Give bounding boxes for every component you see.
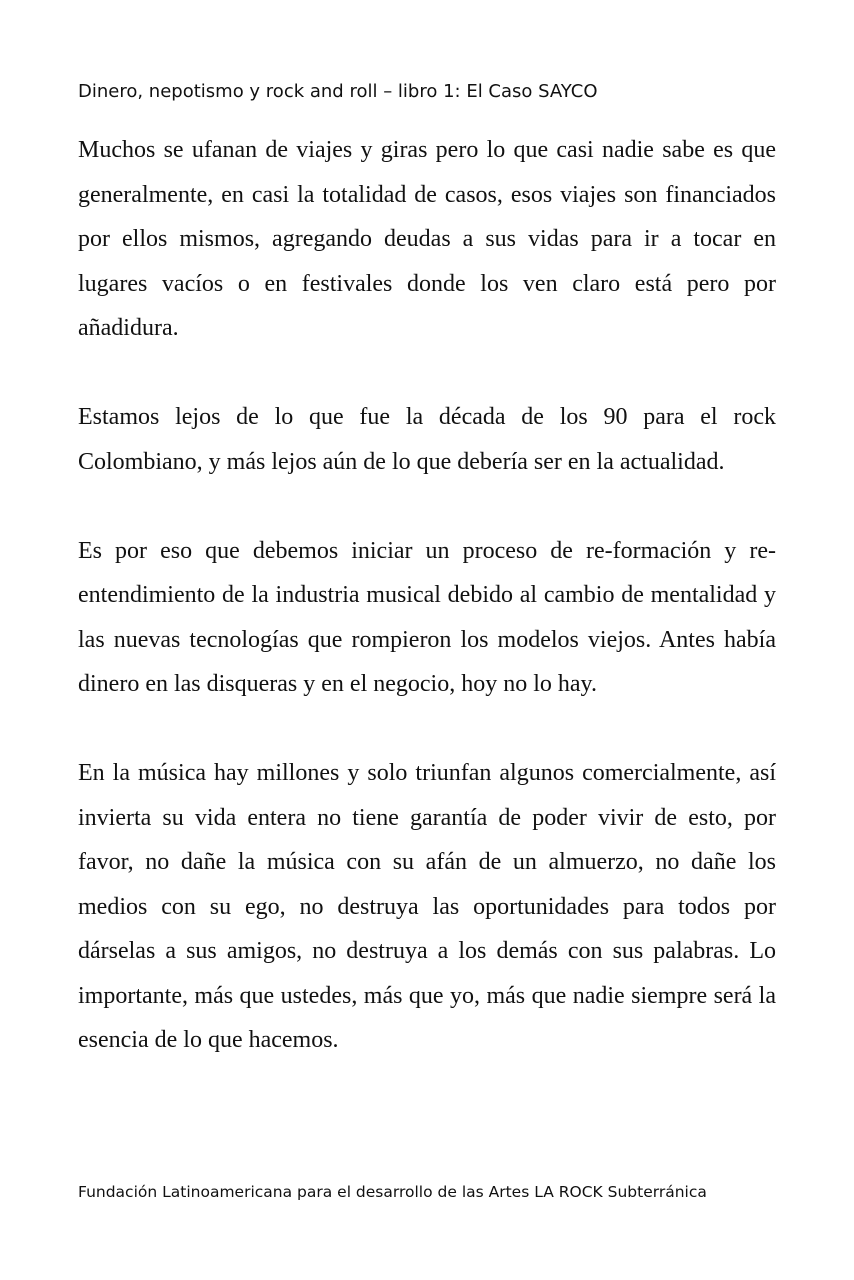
running-header: Dinero, nepotismo y rock and roll – libro 1: El Caso SAYCO [78,81,598,102]
paragraph-3: Es por eso que debemos iniciar un proceso de re-formación y re-entendimiento de la industria musical debido al cambio de mentalidad y las nuevas tecnologías que rompieron los modelos viejos. Antes había dinero en las disqueras y en el negocio, hoy no lo hay. [78,537,776,697]
running-footer: Fundación Latinoamericana para el desarrollo de las Artes LA ROCK Subterránica [78,1183,707,1201]
paragraph-4: En la música hay millones y solo triunfan algunos comercialmente, así invierta su vida entera no tiene garantía de poder vivir de esto, por favor, no dañe la música con su afán de un almuerzo, no dañe los medios con su ego, no destruya las oportunidades para todos por dárselas a sus amigos, no destruya a los demás con sus palabras. Lo importante, más que ustedes, más que yo, más que nadie siempre será la esencia de lo que hacemos. [78,760,776,1053]
paragraph-1: Muchos se ufanan de viajes y giras pero lo que casi nadie sabe es que generalmente, en casi la totalidad de casos, esos viajes son financiados por ellos mismos, agregando deudas a sus vidas para ir a tocar en lugares vacíos o en festivales donde los ven claro está pero por añadidura. [78,137,776,341]
body-text [78,128,776,1107]
paragraph-2: Estamos lejos de lo que fue la década de los 90 para el rock Colombiano, y más lejos aún de lo que debería ser en la actualidad. [78,404,776,475]
